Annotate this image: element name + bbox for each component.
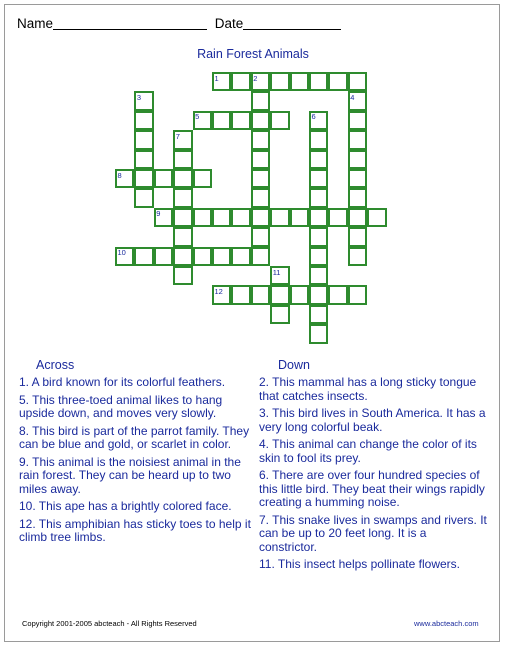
crossword-cell[interactable] — [309, 285, 328, 304]
crossword-cell[interactable] — [348, 188, 367, 207]
clue-number-2: 2 — [253, 73, 258, 83]
crossword-cell[interactable] — [309, 208, 328, 227]
across-clue-9: 9. This animal is the noisiest animal in the rain forest. They can be heard up to two miles away. — [19, 454, 241, 496]
crossword-cell[interactable] — [231, 111, 250, 130]
clue-number-9: 9 — [156, 209, 161, 219]
crossword-cell[interactable] — [251, 208, 270, 227]
crossword-cell[interactable] — [309, 266, 328, 285]
crossword-cell[interactable] — [270, 305, 289, 324]
crossword-cell[interactable] — [348, 208, 367, 227]
copyright-text: Copyright 2001-2005 abcteach - All Rights Reserved — [22, 619, 197, 628]
crossword-cell[interactable] — [309, 247, 328, 266]
crossword-cell[interactable] — [290, 285, 309, 304]
date-field[interactable] — [243, 17, 341, 30]
crossword-cell[interactable] — [134, 247, 153, 266]
clue-number-7: 7 — [175, 131, 180, 141]
name-field[interactable] — [53, 17, 207, 30]
down-clue-11: 11. This insect helps pollinate flowers. — [259, 557, 460, 571]
across-heading: Across — [36, 358, 75, 372]
crossword-cell[interactable] — [212, 208, 231, 227]
crossword-cell[interactable] — [348, 247, 367, 266]
crossword-cell[interactable] — [251, 130, 270, 149]
crossword-cell[interactable] — [309, 150, 328, 169]
website-link[interactable]: www.abcteach.com — [414, 619, 479, 628]
crossword-cell[interactable] — [367, 208, 386, 227]
crossword-cell[interactable] — [328, 285, 347, 304]
crossword-cell[interactable] — [309, 324, 328, 343]
down-clue-2: 2. This mammal has a long sticky tongue that catches insects. — [259, 375, 477, 403]
crossword-cell[interactable] — [251, 285, 270, 304]
crossword-cell[interactable] — [348, 130, 367, 149]
clue-number-12: 12 — [214, 286, 223, 296]
crossword-cell[interactable] — [348, 111, 367, 130]
crossword-cell[interactable] — [173, 247, 192, 266]
crossword-cell[interactable] — [251, 247, 270, 266]
down-heading: Down — [278, 358, 310, 372]
across-clue-5: 5. This three-toed animal likes to hang upside down, and moves very slowly. — [19, 392, 223, 420]
header-row — [17, 16, 341, 31]
crossword-cell[interactable] — [193, 247, 212, 266]
crossword-cell[interactable] — [309, 227, 328, 246]
crossword-cell[interactable] — [309, 188, 328, 207]
crossword-cell[interactable] — [348, 285, 367, 304]
crossword-cell[interactable] — [270, 111, 289, 130]
clue-number-5: 5 — [195, 112, 200, 122]
crossword-cell[interactable] — [173, 208, 192, 227]
crossword-cell[interactable] — [348, 169, 367, 188]
down-clue-3: 3. This bird lives in South America. It has a very long colorful beak. — [259, 406, 486, 434]
crossword-cell[interactable] — [134, 111, 153, 130]
crossword-cell[interactable] — [328, 72, 347, 91]
crossword-cell[interactable] — [290, 72, 309, 91]
clue-number-10: 10 — [117, 248, 126, 258]
crossword-cell[interactable] — [134, 130, 153, 149]
across-clue-10: 10. This ape has a brightly colored face. — [19, 499, 232, 513]
crossword-cell[interactable] — [309, 130, 328, 149]
crossword-cell[interactable] — [251, 227, 270, 246]
crossword-cell[interactable] — [193, 169, 212, 188]
crossword-cell[interactable] — [231, 247, 250, 266]
date-label: Date — [214, 16, 244, 31]
crossword-cell[interactable] — [270, 285, 289, 304]
crossword-cell[interactable] — [173, 188, 192, 207]
crossword-cell[interactable] — [348, 227, 367, 246]
down-clues — [259, 376, 487, 576]
crossword-cell[interactable] — [212, 111, 231, 130]
name-label: Name — [17, 16, 54, 31]
crossword-cell[interactable] — [309, 169, 328, 188]
crossword-cell[interactable] — [193, 208, 212, 227]
crossword-cell[interactable] — [309, 305, 328, 324]
crossword-cell[interactable] — [251, 91, 270, 110]
clue-number-1: 1 — [214, 73, 219, 83]
crossword-cell[interactable] — [328, 208, 347, 227]
clue-number-6: 6 — [311, 112, 316, 122]
crossword-cell[interactable] — [154, 247, 173, 266]
crossword-cell[interactable] — [212, 247, 231, 266]
crossword-cell[interactable] — [173, 169, 192, 188]
crossword-cell[interactable] — [134, 188, 153, 207]
crossword-cell[interactable] — [251, 188, 270, 207]
crossword-cell[interactable] — [251, 111, 270, 130]
down-clue-7: 7. This snake lives in swamps and rivers. It can be up to 20 feet long. It is a constrictor. — [259, 512, 487, 554]
across-clue-12: 12. This amphibian has sticky toes to help it climb tree limbs. — [19, 516, 251, 544]
down-clue-4: 4. This animal can change the color of its skin to fool its prey. — [259, 437, 477, 465]
crossword-cell[interactable] — [348, 150, 367, 169]
crossword-cell[interactable] — [348, 72, 367, 91]
across-clue-8: 8. This bird is part of the parrot family. They can be blue and gold, or scarlet in color. — [19, 423, 250, 451]
crossword-cell[interactable] — [173, 266, 192, 285]
crossword-cell[interactable] — [290, 208, 309, 227]
crossword-cell[interactable] — [231, 208, 250, 227]
crossword-cell[interactable] — [251, 169, 270, 188]
clue-number-3: 3 — [136, 92, 142, 102]
crossword-cell[interactable] — [134, 150, 153, 169]
clue-number-11: 11 — [272, 267, 281, 277]
clue-number-8: 8 — [117, 170, 122, 180]
down-clue-6: 6. There are over four hundred species of this little bird. They beat their wings rapidly creating a humming noise. — [259, 468, 485, 509]
crossword-cell[interactable] — [251, 150, 270, 169]
crossword-cell[interactable] — [270, 208, 289, 227]
puzzle-title: Rain Forest Animals — [197, 47, 309, 61]
crossword-cell[interactable] — [309, 72, 328, 91]
crossword-cell[interactable] — [173, 150, 192, 169]
crossword-cell[interactable] — [173, 227, 192, 246]
crossword-cell[interactable] — [270, 72, 289, 91]
crossword-cell[interactable] — [154, 169, 173, 188]
crossword-cell[interactable] — [231, 72, 250, 91]
clue-number-4: 4 — [350, 92, 355, 102]
crossword-cell[interactable] — [231, 285, 250, 304]
across-clues — [19, 376, 251, 549]
across-clue-1: 1. A bird known for its colorful feathers. — [19, 375, 226, 389]
crossword-cell[interactable] — [134, 169, 153, 188]
